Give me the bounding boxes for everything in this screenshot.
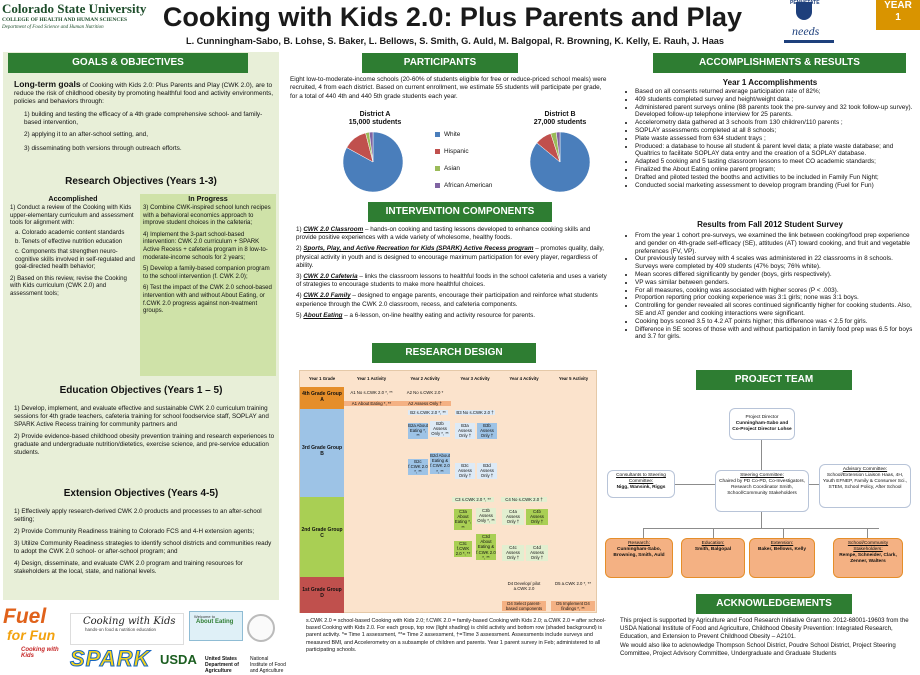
research-design-table	[299, 370, 597, 613]
year-label: YEAR	[884, 0, 912, 11]
connector-line	[761, 512, 762, 528]
plate-icon	[247, 614, 275, 642]
design-cell: C4d Assess Only †	[526, 545, 548, 561]
research-design-note: s.CWK 2.0 = school-based Cooking with Kids 2.0; f.CWK 2.0 = family-based Cooking with Kids 2.0; a.CWK 2.0 = after school-based Cooking with Kids 2.0. For each group, top row (light shading) is child activity and bottom row (shaded background) is parent activity. *= Time 1 assessment, **= Time 2 assessment, †=Time 3 assessment. Assessments include surveys and measured BMI, and Accelerometry on a subsample of children and parents. Year 1 parent survey in Feb; administered to all participating schools.	[306, 618, 606, 653]
accomplished-panel	[10, 194, 136, 374]
design-cell: A1 About Eating *, **	[344, 401, 399, 406]
extension-body	[14, 508, 276, 579]
consultants-box	[607, 470, 675, 498]
col-header-row	[300, 371, 598, 387]
pennstate-name: PENNSTATE	[790, 0, 820, 6]
legend-swatch	[435, 183, 440, 188]
goal-item: 1) building and testing the efficacy of a 4th grade comprehensive school- and family-based intervention,	[24, 110, 263, 126]
design-cell: C4a Assess Only †	[502, 509, 524, 525]
nifa-text: National Institute of Food and Agriculture	[250, 656, 286, 674]
forfun-text: for Fun	[7, 627, 56, 643]
education-team-box	[681, 538, 745, 578]
design-cell: B2d About Eating & f.CWK 2.0 *, **	[430, 453, 450, 474]
year1-item: • SOPLAY assessments completed at all 8 schools;	[635, 127, 913, 135]
education-objectives-title: Education Objectives (Years 1 – 5)	[59, 385, 223, 396]
consultants-names: Nigg, Wansink, Riggs	[616, 485, 666, 490]
year1-item: • Accelerometry data gathered at 3 schools from 130 children/110 parents ;	[635, 119, 913, 127]
district-a-name: District A	[359, 111, 391, 118]
longterm-lead: Long-term goals	[14, 79, 81, 89]
design-cell: B2 s.CWK 2.0 *, **	[408, 410, 448, 415]
col-header: Year 4 Activity	[509, 376, 539, 381]
connector-line	[643, 528, 879, 529]
education-team-title: Education:	[701, 541, 725, 546]
accomplished-item: 1) Conduct a review of the Cooking with Kids upper-elementary curriculum and assessment tools for alignment with:	[10, 204, 134, 227]
design-cell: C3a About Eating *, **	[454, 509, 472, 530]
goal-item: 3) disseminating both versions through outreach efforts.	[24, 144, 182, 152]
extension-item: 4) Design, disseminate, and evaluate CWK 2.0 program and training resources for stakeholders at the local, state, and national levels.	[14, 560, 243, 575]
year1-list	[623, 88, 913, 189]
school-team-title: School/Community Stakeholders:	[847, 541, 889, 552]
director-title: Project Director	[745, 415, 779, 420]
cooking-with-kids-logo	[70, 613, 184, 645]
usda-logo: USDA	[160, 652, 197, 667]
accomplished-item: b. Tenets of effective nutrition education	[15, 238, 123, 246]
extension-team-box	[749, 538, 815, 578]
connector-line	[867, 528, 868, 538]
research-design-header: RESEARCH DESIGN	[372, 343, 536, 363]
steering-text: Chaired by PD Co-PD, Co-Investigators, Research Coordinator Smith, School/Community Stakeholders	[719, 479, 805, 496]
accomplished-item: a. Colorado academic content standards	[15, 228, 125, 236]
design-cell: C3b Assess Only *, **	[477, 508, 495, 524]
design-cell: C4b Assess Only †	[526, 509, 548, 525]
education-item: 2) Provide evidence-based childhood obesity prevention training and research experiences to graduate and undergraduate nutrition/dietetics, exercise science, and pre-service education students.	[14, 433, 275, 456]
fall-result-item: • Controlling for gender revealed all scores continued significantly higher for cooking students. Also, SE and AT gender and cooking interactions were significant.	[635, 302, 915, 318]
year1-item: • Based on all consents returned average participation rate of 82%;	[635, 88, 913, 96]
legend-entry	[435, 177, 515, 194]
intervention-desc: – designed to engage parents, encourage their participation and reinforce what students experience through the CWK 2.0 classroom, recess, and cafeteria components.	[296, 292, 598, 308]
intervention-name: CWK 2.0 Cafeteria	[303, 273, 358, 281]
design-cell: A2 Assess Only †	[399, 401, 451, 406]
cwk-logo-sub: hands-on food & nutrition education	[85, 627, 157, 632]
legend-entry	[435, 160, 515, 177]
inprogress-title: In Progress	[188, 194, 228, 203]
group-b-label: 3rd Grade Group B	[300, 409, 344, 497]
year1-item: • Finalized the About Eating online parent program;	[635, 166, 913, 174]
district-b-name: District B	[544, 111, 576, 118]
intervention-item: 2) Sports, Play, and Active Recreation for Kids (SPARK) Active Recess program – promotes quality, daily, physical activity in youth and is designed to encourage maximum participation for every player, regardless of ability.	[296, 245, 604, 269]
steering-title: Steering Committee:	[740, 473, 784, 478]
about-eating-text: About Eating	[196, 619, 234, 625]
year1-item: • 409 students completed survey and height/weight data ;	[635, 96, 913, 104]
extension-item: 3) Utilize Community Readiness strategies to identify school districts and communities ready to adopt the CWK 2.0 school- or after-school program; and	[14, 540, 272, 555]
inprogress-panel	[140, 194, 276, 376]
legend-swatch	[435, 132, 440, 137]
accomplishments-header: ACCOMPLISHMENTS & RESULTS	[653, 53, 906, 73]
accomplished-item: 2) Based on this review, revise the Cooking with Kids curriculum (CWK 2.0) and assessment tools;	[10, 274, 127, 297]
goals-body	[14, 80, 276, 156]
steering-committee-box	[715, 470, 809, 512]
intervention-name: Sports, Play, and Active Recreation for Kids (SPARK) Active Recess program	[303, 245, 534, 253]
district-a-pie-chart	[341, 130, 405, 194]
col-header: Year 1 Activity	[356, 376, 387, 381]
district-a-label	[335, 111, 415, 127]
connector-line	[783, 528, 784, 538]
year1-item: • Produced: a database to house all student & parent level data; a plate waste database; and Qualtrics to facilitate SOPLAY data entry and the creation of a SOPLAY database.	[635, 143, 913, 159]
education-item: 1) Develop, implement, and evaluate effective and sustainable CWK 2.0 curriculum training sessions for 4th grade teachers, cafeteria training for school foodservice staff, SOPLAY and SPARK Active Recess training for community partners and	[14, 405, 269, 428]
needs-underline	[784, 40, 834, 43]
district-a-count: 15,000 students	[348, 119, 402, 126]
extension-item: 2) Provide Community Readiness training to Colorado FCS and 4-H extension agents;	[14, 528, 255, 535]
education-team-names: Smith, Balgopal	[694, 547, 732, 552]
education-body	[14, 405, 276, 460]
design-cell: C4 No s.CWK 2.0 †	[501, 497, 547, 502]
design-cell: B2c f.CWK 2.0 *, **	[408, 459, 428, 475]
year1-title: Year 1 Accomplishments	[722, 78, 818, 87]
intervention-item: 4) CWK 2.0 Family – designed to engage parents, encourage their participation and reinforce what students experience through the CWK 2.0 classroom, recess, and cafeteria components.	[296, 292, 598, 308]
ack-paragraph: We would also like to acknowledge Thompson School District, Poudre School District, Project Steering Committee, Project Advisory Committee, Undergraduate and Graduate Students	[620, 642, 896, 658]
fall-result-item: • Difference in SE scores of those with and without participation in family food prep was 6.5 for boys and 3.7 for girls.	[635, 326, 915, 342]
connector-line	[761, 440, 762, 470]
design-cell: C3 s.CWK 2.0 *, **	[452, 497, 494, 502]
intervention-name: About Eating	[303, 311, 343, 319]
legend-label: African American	[444, 182, 493, 189]
district-b-pie-chart	[528, 130, 592, 194]
participants-header: PARTICIPANTS	[362, 53, 518, 73]
cwk-logo-script: Cooking with Kids	[83, 616, 176, 627]
accomplished-item: c. Components that strengthen neuro-cognitive skills involved in self-regulated and goal-directed health behavior;	[15, 247, 135, 271]
design-cell: C3c f.CWK 2.0 *, **	[455, 541, 471, 557]
research-objectives-title: Research Objectives (Years 1-3)	[65, 176, 217, 187]
intervention-list	[296, 226, 612, 323]
project-team-header: PROJECT TEAM	[696, 370, 852, 390]
fall-result-item: • VP was similar between genders.	[635, 279, 915, 287]
group-d-label: 1st Grade Group D	[300, 577, 344, 613]
design-cell: D5 a.CWK 2.0 *, **	[551, 581, 595, 586]
needs-logo-text: needs	[792, 24, 820, 38]
fuel-text: Fuel	[3, 605, 47, 628]
year-number: 1	[895, 12, 901, 23]
cooking-small-text: Cooking with Kids	[21, 647, 59, 659]
legend-label: Hispanic	[444, 148, 469, 155]
director-names: Cunningham-Sabo and Co-Project Director Lohse	[732, 421, 792, 432]
design-cell: A2 No s.CWK 2.0 *	[406, 390, 444, 395]
design-cell: B2b Assess Only *, **	[431, 421, 449, 437]
legend-entry	[435, 126, 515, 143]
pennstate-logo	[782, 0, 838, 46]
acknowledgements-header: ACKNOWLEDGEMENTS	[696, 594, 852, 614]
intervention-item: 1) CWK 2.0 Classroom – hands-on cooking and tasting lessons developed to enhance cooking skills and provide positive experiences with a wide variety of wholesome, healthy foods.	[296, 226, 591, 242]
group-c-label: 2nd Grade Group C	[300, 497, 344, 577]
district-b-label	[520, 111, 600, 127]
intervention-name: CWK 2.0 Family	[303, 292, 351, 300]
intervention-desc: – hands-on cooking and tasting lessons developed to enhance cooking skills and provide positive experiences with a wide variety of wholesome, healthy foods.	[296, 226, 591, 242]
poster-authors: L. Cunningham-Sabo, B. Lohse, S. Baker, L. Bellows, S. Smith, G. Auld, M. Balgopal, R. Browning, K. Kelly, E. Rauh, J. Haas	[185, 36, 725, 46]
inprogress-item: 4) Implement the 3-part school-based intervention: CWK 2.0 curriculum + SPARK Active Recess + cafeteria program in 8 low-to-moderate-income schools for 2 years;	[143, 230, 268, 261]
year1-item: • Drafted and piloted tested the booths and activities to be included in Family Fun Night;	[635, 174, 913, 182]
year1-item: • Conducted social marketing assessment to develop program branding (Fuel for Fun)	[635, 182, 913, 190]
year1-item: • Administered parent surveys online (88 parents took the pre-survey and 32 took follow-up survey). Developed follow-up telephone interview for 25 parents.	[635, 104, 913, 120]
extension-objectives-title: Extension Objectives (Years 4-5)	[63, 488, 219, 499]
design-cell: B3 No s.CWK 2.0 †	[456, 410, 494, 415]
design-cell: C3d About Eating & f.CWK 2.0 *, **	[476, 534, 496, 560]
participants-text: Eight low-to-moderate-income schools (20-60% of students eligible for free or reduce-priced school meals) were recruited, 4 from each district. Based on current enrollment, we estimate 55 students will participate per grade, for a total of 440 4th and 440 5th grade students each year.	[290, 76, 607, 100]
spark-logo: SPARK	[70, 646, 151, 671]
fall-title: Results from Fall 2012 Student Survey	[697, 220, 843, 229]
usda-text: United States Department of Agriculture	[205, 656, 239, 674]
ack-paragraph: This project is supported by Agriculture and Food Research Initiative Grant no. 2012-68001-19603 from the USDA National Institute of Food and Agriculture, Childhood Obesity Prevention: Integrated Research, Education, and Extension to Prevent Childhood Obesity – A2101.	[620, 617, 909, 640]
fall-result-item: • Mean scores differed significantly by gender (boys, girls respectively).	[635, 271, 915, 279]
intervention-name: CWK 2.0 Classroom	[303, 226, 364, 233]
design-cell: B2a About Eating *, **	[408, 423, 428, 439]
fall-result-item: • Our previously tested survey with 4 scales was administered in 22 classrooms in 8 schools. Surveys were completed by 409 students (47% boys; 76% white).	[635, 255, 915, 271]
about-welcome: Welcome to	[194, 614, 216, 619]
school-team-names: Rempe, Schneider, Clark, Zenner, Walters	[839, 553, 897, 564]
inprogress-item: 3) Combine CWK-inspired school lunch recipes with a behavioral economics approach to improve student choices in the cafeteria;	[143, 204, 271, 227]
csu-dept: Department of Food Science and Human Nutrition	[2, 25, 104, 30]
project-team-chart	[603, 394, 915, 590]
advisory-committee-box	[819, 464, 911, 508]
csu-name: Colorado State University	[2, 1, 147, 16]
intervention-item: 5) About Eating – a 6-lesson, on-line healthy eating and activity resource for parents.	[296, 311, 536, 319]
csu-college: COLLEGE OF HEALTH AND HUMAN SCIENCES	[2, 17, 128, 23]
pie-legend	[435, 126, 515, 194]
design-cell: B3b Assess Only †	[477, 423, 497, 439]
inprogress-item: 6) Test the impact of the CWK 2.0 school-based intervention with and without About Eating, or f.CWK 2.0 progress against non-treatment groups.	[143, 284, 272, 315]
extension-team-names: Baker, Bellows, Kelly	[758, 547, 806, 552]
intervention-desc: – links the classroom lessons to healthful foods in the school cafeteria and uses a variety of strategies to encourage students to make more healthful choices.	[296, 273, 607, 289]
legend-label: White	[444, 131, 461, 138]
consultants-title: Consultants to Steering Committee:	[616, 473, 666, 484]
acknowledgements-body	[620, 617, 914, 661]
design-cell: B3c Assess Only †	[455, 463, 475, 479]
advisory-title: Advisory Committee:	[842, 467, 888, 472]
year1-item: • Plate waste assessed from 634 student trays ;	[635, 135, 913, 143]
research-team-box	[605, 538, 673, 578]
csu-logo	[2, 2, 152, 36]
design-cell: A1 No s.CWK 2.0 *, **	[350, 390, 393, 395]
about-eating-logo	[189, 611, 243, 641]
design-cell: B3a Assess Only †	[455, 423, 475, 439]
legend-swatch	[435, 166, 440, 171]
accomplished-title: Accomplished	[48, 194, 98, 203]
extension-item: 1) Effectively apply research-derived CWK 2.0 products and processes to an after-school setting;	[14, 508, 262, 523]
year-badge	[876, 0, 920, 30]
advisory-text: School/Extension Liaison Haas, 4H, Youth EFNEP, Family & Consumer Sci., STEM, School Policy, After School	[822, 473, 908, 490]
project-director-box	[729, 408, 795, 440]
legend-label: Asian	[444, 165, 460, 172]
group-a-label: 4th Grade Group A	[300, 387, 344, 409]
district-b-count: 27,000 students	[533, 119, 587, 126]
connector-line	[675, 484, 715, 485]
col-header: Year 2 Activity	[410, 376, 440, 381]
extension-team-title: Extension:	[770, 541, 794, 546]
intervention-item: 3) CWK 2.0 Cafeteria – links the classroom lessons to healthful foods in the school cafeteria and uses a variety of strategies to encourage students to make more healthful choices.	[296, 273, 607, 289]
research-team-names: Cunningham-Sabo, Browning, Smith, Auld	[613, 547, 665, 558]
fall-results-list	[623, 232, 915, 341]
fall-result-item: • From the year 1 cohort pre-surveys, we examined the link between cooking/food prep experience and gender on 4th-grade self-efficacy (SE), attitudes (AT) toward cooking, and fruit and vegetable preferences (FV, VP).	[635, 232, 915, 255]
poster-title: Cooking with Kids 2.0: Plus Parents and Play	[162, 2, 743, 32]
goal-item: 2) applying it to an after-school setting, and,	[24, 130, 148, 138]
fall-result-item: • For all measures, cooking was associated with higher scores (P < .003).	[635, 287, 915, 295]
inprogress-item: 5) Develop a family-based companion program to the school intervention (f. CWK 2.0);	[143, 265, 270, 280]
intervention-desc: – promotes quality, daily, physical activity in youth and is designed to encourage maximum participation for every player, regardless of ability.	[296, 245, 604, 269]
design-cell: D4 Select parent-based components	[502, 601, 546, 611]
fuel-for-fun-logo	[3, 606, 69, 675]
legend-entry	[435, 143, 515, 160]
intervention-header: INTERVENTION COMPONENTS	[368, 202, 552, 222]
design-cell: C4c Assess Only †	[502, 545, 524, 561]
connector-line	[713, 528, 714, 538]
fall-result-item: • Proportion reporting prior cooking experience was 3:1 girls; none was 3:1 boys.	[635, 294, 915, 302]
school-community-box	[833, 538, 903, 578]
intervention-desc: – a 6-lesson, on-line healthy eating and activity resource for parents.	[342, 311, 536, 319]
fall-result-item: • Cooking boys scored 3.5 to 4.2 AT points higher; this difference was < 2.5 for girls.	[635, 318, 915, 326]
col-header: Year 3 Activity	[460, 376, 490, 381]
legend-swatch	[435, 149, 440, 154]
design-cell: D5 Implement D4 findings *, **	[551, 601, 595, 611]
goals-list	[14, 111, 276, 153]
col-header: Year 1 Grade	[308, 376, 336, 381]
design-cell: D4 Develop/ pilot a.CWK 2.0	[502, 581, 546, 591]
longterm-text: of Cooking with Kids 2.0: Plus Parents and Play (CWK 2.0), are to reduce the risk of childhood obesity by promoting healthful food and activity environments, policies and behaviors through:	[14, 82, 274, 106]
col-header: Year 5 Activity	[558, 376, 589, 381]
design-cell: B3d Assess Only †	[477, 463, 497, 479]
connector-line	[643, 528, 644, 538]
goals-header: GOALS & OBJECTIVES	[8, 53, 248, 73]
year1-item: • Adapted 5 cooking and 5 tasting classroom lessons to meet CO academic standards;	[635, 158, 913, 166]
research-team-title: Research:	[628, 541, 650, 546]
